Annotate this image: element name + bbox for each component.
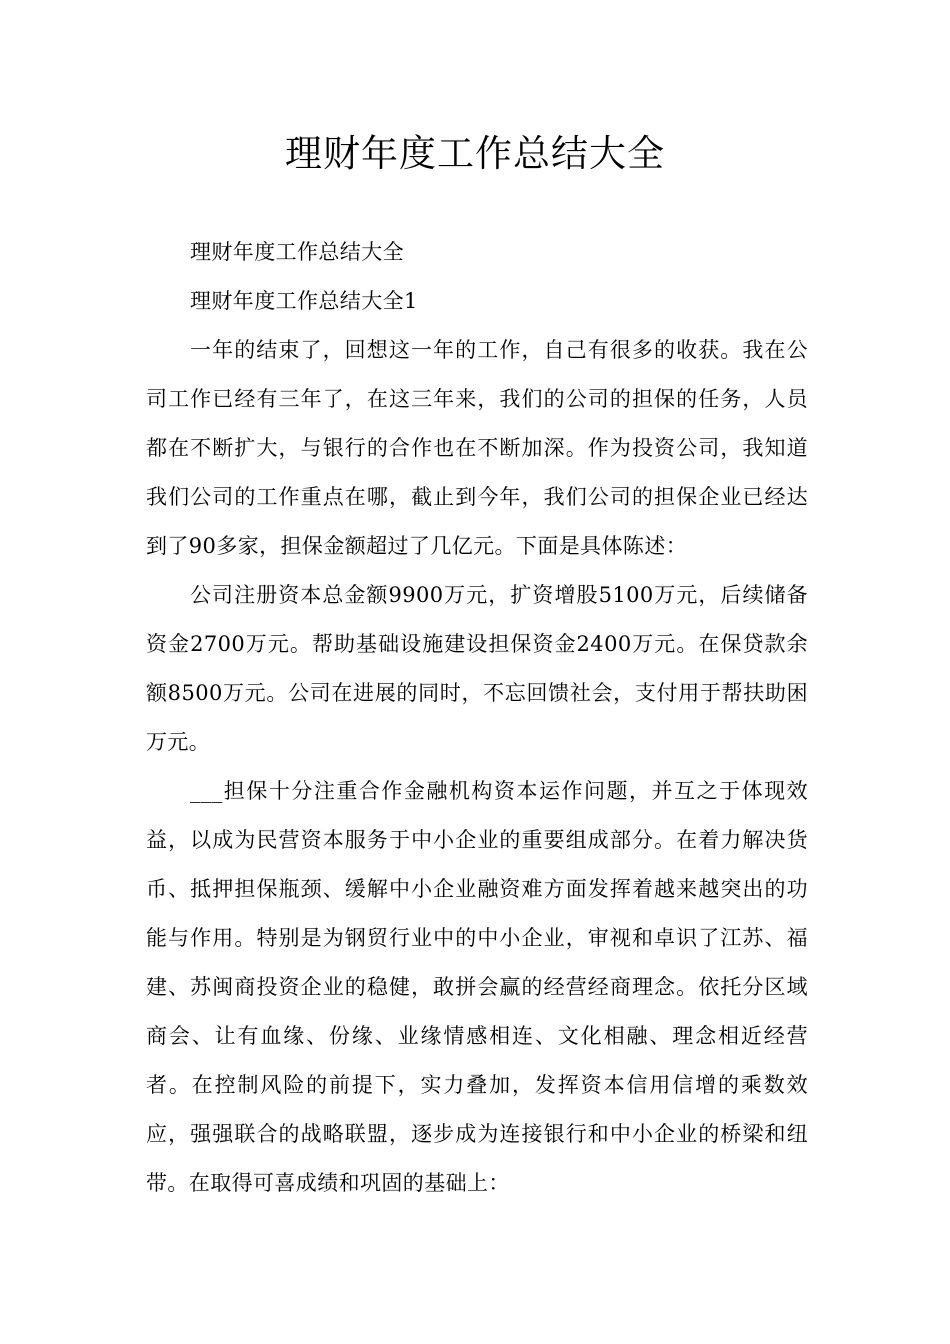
paragraph-capital: 公司注册资本总金额9900万元，扩资增股5100万元，后续储备资金2700万元。帮助基础设施建设担保资金2400万元。在保贷款余额8500万元。公司在进展的同时，不忘回馈社会，支付用于帮扶助困万元。 xyxy=(146,583,808,754)
paragraph-heading: 理财年度工作总结大全 xyxy=(190,240,404,264)
paragraph-cooperation: ___担保十分注重合作金融机构资本运作问题，并互之于体现效益，以成为民营资本服务于中小企业的重要组成部分。在着力解决货币、抵押担保瓶颈、缓解中小企业融资难方面发挥着越来越突出的功能与作用。特别是为钢贸行业中的中小企业，审视和卓识了江苏、福建、苏闽商投资企业的稳健，敢拼会赢的经营经商理念。依托分区域商会、让有血缘、份缘、业缘情感相连、文化相融、理念相近经营者。在控制风险的前提下，实力叠加，发挥资本信用信增的乘数效应，强强联合的战略联盟，逐步成为连接银行和中小企业的桥梁和纽带。在取得可喜成绩和巩固的基础上： xyxy=(146,779,808,1195)
document-title: 理财年度工作总结大全 xyxy=(285,132,665,175)
document-body xyxy=(146,228,808,1208)
paragraph-intro: 一年的结束了，回想这一年的工作，自己有很多的收获。我在公司工作已经有三年了，在这三年来，我们的公司的担保的任务，人员都在不断扩大，与银行的合作也在不断加深。作为投资公司，我知道我们公司的工作重点在哪，截止到今年，我们公司的担保企业已经达到了90多家，担保金额超过了几亿元。下面是具体陈述： xyxy=(146,338,808,558)
paragraph-subheading: 理财年度工作总结大全1 xyxy=(190,289,418,313)
